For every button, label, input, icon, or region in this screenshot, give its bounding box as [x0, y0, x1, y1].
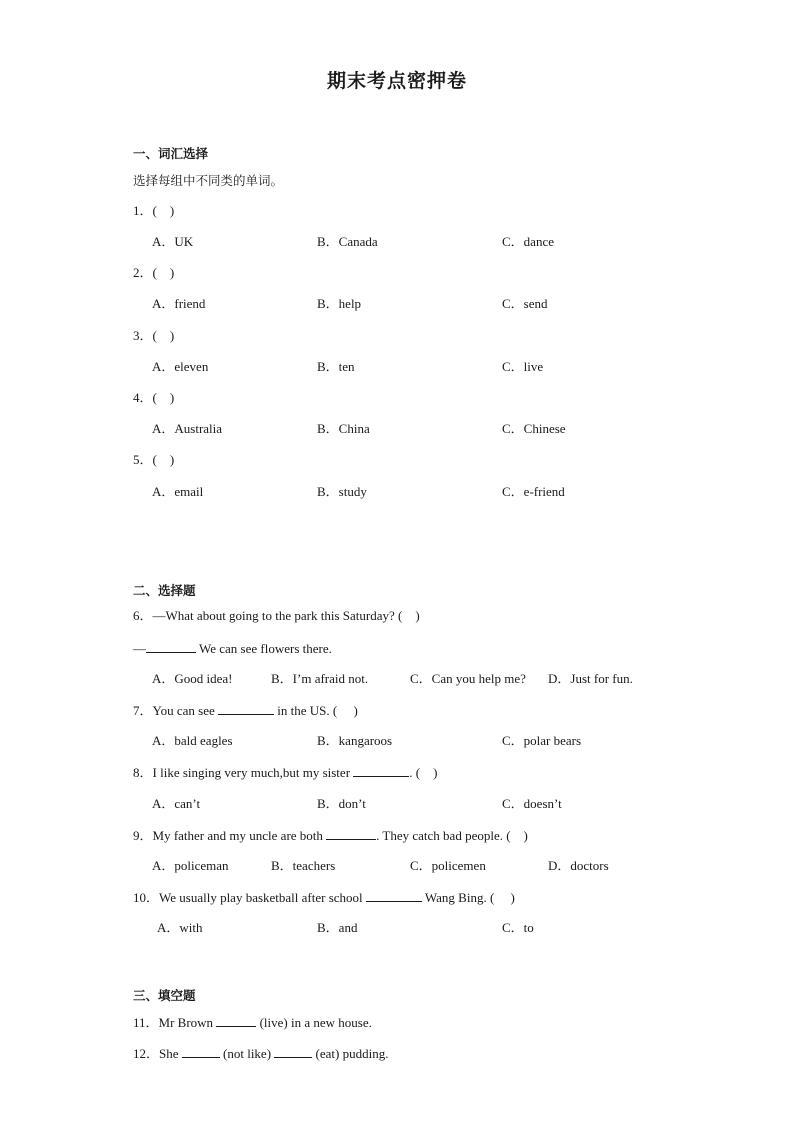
option-letter: A．: [152, 296, 175, 311]
option-letter: A．: [152, 234, 175, 249]
option-text: email: [174, 484, 204, 499]
option-text: help: [338, 296, 362, 311]
question-9-stem: [133, 826, 528, 845]
answer-parentheses[interactable]: ( ): [152, 390, 175, 405]
option-letter: C．: [502, 920, 524, 935]
question-number: 7．: [133, 703, 153, 718]
question-number: 1．: [133, 203, 153, 218]
answer-blank[interactable]: [216, 1013, 256, 1027]
question-text: She: [159, 1046, 182, 1061]
question-number: 6．: [133, 608, 153, 623]
option-a[interactable]: [152, 857, 229, 875]
option-c[interactable]: [502, 295, 548, 313]
option-text: live: [523, 359, 544, 374]
option-c[interactable]: [410, 670, 526, 688]
question-10-stem: [133, 888, 515, 907]
option-a[interactable]: [152, 295, 205, 313]
section-heading-choice: 二、选择题: [133, 583, 196, 598]
question-text: —What about going to the park this Saturday? ( ): [152, 608, 420, 623]
option-text: eleven: [174, 359, 209, 374]
question-text: (not like): [219, 1046, 275, 1061]
option-letter: A．: [152, 484, 175, 499]
section-heading-fill-in: 三、填空题: [133, 988, 196, 1003]
option-text: Good idea!: [174, 671, 233, 686]
option-letter: A．: [152, 733, 175, 748]
option-letter: C．: [410, 671, 432, 686]
section-instruction: 选择每组中不同类的单词。: [133, 173, 284, 188]
option-text: UK: [174, 234, 194, 249]
dash: —: [133, 641, 146, 656]
option-text: friend: [174, 296, 206, 311]
option-text: policemen: [431, 858, 486, 873]
question-text: . ( ): [409, 765, 438, 780]
option-letter: D．: [548, 671, 571, 686]
question-4-stem: [133, 389, 174, 407]
option-text: doctors: [570, 858, 609, 873]
question-text: . They catch bad people. ( ): [376, 828, 528, 843]
option-letter: A．: [152, 359, 175, 374]
answer-blank[interactable]: [146, 639, 196, 653]
option-letter: B．: [317, 296, 339, 311]
option-letter: B．: [317, 421, 339, 436]
answer-parentheses[interactable]: ( ): [152, 452, 175, 467]
question-12-stem: [133, 1044, 388, 1063]
question-number: 4．: [133, 390, 153, 405]
option-letter: B．: [317, 234, 339, 249]
question-7-stem: [133, 701, 358, 720]
answer-blank[interactable]: [353, 763, 409, 777]
option-text: Just for fun.: [570, 671, 633, 686]
option-letter: C．: [502, 296, 524, 311]
option-text: I’m afraid not.: [292, 671, 369, 686]
option-letter: C．: [502, 234, 524, 249]
question-number: 9．: [133, 828, 153, 843]
question-text: Wang Bing. ( ): [421, 890, 515, 905]
option-letter: A．: [152, 671, 175, 686]
question-number: 12．: [133, 1046, 160, 1061]
option-text: with: [179, 920, 203, 935]
option-b[interactable]: [317, 919, 357, 937]
option-letter: C．: [502, 359, 524, 374]
question-6-reply: [133, 639, 332, 658]
question-text: You can see: [152, 703, 218, 718]
option-letter: A．: [152, 858, 175, 873]
question-3-stem: [133, 327, 174, 345]
answer-parentheses[interactable]: ( ): [152, 203, 175, 218]
option-a[interactable]: [152, 670, 233, 688]
option-letter: B．: [317, 484, 339, 499]
answer-parentheses[interactable]: ( ): [152, 265, 175, 280]
option-letter: A．: [152, 796, 175, 811]
option-b[interactable]: [317, 420, 370, 438]
question-11-stem: [133, 1013, 372, 1032]
option-text: Australia: [174, 421, 223, 436]
question-text: (eat) pudding.: [312, 1046, 389, 1061]
question-8-stem: [133, 763, 437, 782]
question-number: 10．: [133, 890, 160, 905]
option-c[interactable]: [502, 483, 565, 501]
option-letter: B．: [317, 920, 339, 935]
option-c[interactable]: [502, 358, 543, 376]
option-text: don’t: [338, 796, 366, 811]
option-letter: C．: [410, 858, 432, 873]
option-letter: B．: [317, 733, 339, 748]
option-text: bald eagles: [174, 733, 233, 748]
question-number: 3．: [133, 328, 153, 343]
page-title: 期末考点密押卷: [326, 70, 467, 92]
question-number: 8．: [133, 765, 153, 780]
question-text: in the US. ( ): [274, 703, 358, 718]
option-text: dance: [523, 234, 554, 249]
option-d[interactable]: [548, 670, 633, 688]
option-a[interactable]: [152, 233, 193, 251]
option-text: study: [338, 484, 367, 499]
question-text: We usually play basketball after school: [159, 890, 366, 905]
option-c[interactable]: [502, 919, 534, 937]
option-text: Can you help me?: [431, 671, 526, 686]
answer-parentheses[interactable]: ( ): [152, 328, 175, 343]
option-a[interactable]: [152, 732, 233, 750]
option-b[interactable]: [317, 295, 361, 313]
question-text: I like singing very much,but my sister: [152, 765, 354, 780]
option-text: doesn’t: [523, 796, 562, 811]
option-a[interactable]: [152, 420, 222, 438]
option-text: Canada: [338, 234, 378, 249]
option-a[interactable]: [152, 795, 200, 813]
option-b[interactable]: [317, 358, 355, 376]
option-letter: A．: [157, 920, 180, 935]
option-text: and: [338, 920, 358, 935]
question-number: 5．: [133, 452, 153, 467]
answer-blank[interactable]: [218, 701, 274, 715]
option-b[interactable]: [317, 233, 378, 251]
option-text: ten: [338, 359, 355, 374]
option-c[interactable]: [502, 233, 554, 251]
option-b[interactable]: [317, 795, 366, 813]
answer-blank[interactable]: [182, 1044, 220, 1058]
question-text: Mr Brown: [158, 1015, 217, 1030]
option-letter: C．: [502, 484, 524, 499]
option-b[interactable]: [317, 732, 392, 750]
section-heading-vocabulary: 一、词汇选择: [133, 146, 209, 161]
option-a[interactable]: [152, 483, 203, 501]
option-b[interactable]: [317, 483, 367, 501]
option-letter: D．: [548, 858, 571, 873]
option-letter: C．: [502, 733, 524, 748]
option-d[interactable]: [548, 857, 609, 875]
option-b[interactable]: [271, 857, 335, 875]
option-text: China: [338, 421, 370, 436]
option-c[interactable]: [502, 795, 562, 813]
option-text: send: [523, 296, 548, 311]
question-1-stem: [133, 202, 174, 220]
option-text: can’t: [174, 796, 201, 811]
answer-blank[interactable]: [274, 1044, 312, 1058]
option-c[interactable]: [410, 857, 486, 875]
option-text: teachers: [292, 858, 336, 873]
option-b[interactable]: [271, 670, 368, 688]
option-letter: B．: [271, 858, 293, 873]
question-text: We can see flowers there.: [196, 641, 332, 656]
option-text: to: [523, 920, 534, 935]
option-letter: C．: [502, 421, 524, 436]
option-text: polar bears: [523, 733, 582, 748]
option-letter: B．: [271, 671, 293, 686]
question-6-stem: [133, 607, 420, 625]
option-text: e-friend: [523, 484, 565, 499]
option-c[interactable]: [502, 420, 566, 438]
question-number: 11．: [133, 1015, 159, 1030]
option-c[interactable]: [502, 732, 581, 750]
option-letter: B．: [317, 796, 339, 811]
option-letter: B．: [317, 359, 339, 374]
question-5-stem: [133, 451, 174, 469]
option-text: kangaroos: [338, 733, 393, 748]
option-a[interactable]: [152, 358, 208, 376]
option-text: Chinese: [523, 421, 566, 436]
question-number: 2．: [133, 265, 153, 280]
option-a[interactable]: [157, 919, 203, 937]
question-text: My father and my uncle are both: [152, 828, 327, 843]
question-text: (live) in a new house.: [256, 1015, 372, 1030]
answer-blank[interactable]: [366, 888, 422, 902]
option-letter: A．: [152, 421, 175, 436]
option-text: policeman: [174, 858, 229, 873]
option-letter: C．: [502, 796, 524, 811]
question-2-stem: [133, 264, 174, 282]
answer-blank[interactable]: [326, 826, 376, 840]
